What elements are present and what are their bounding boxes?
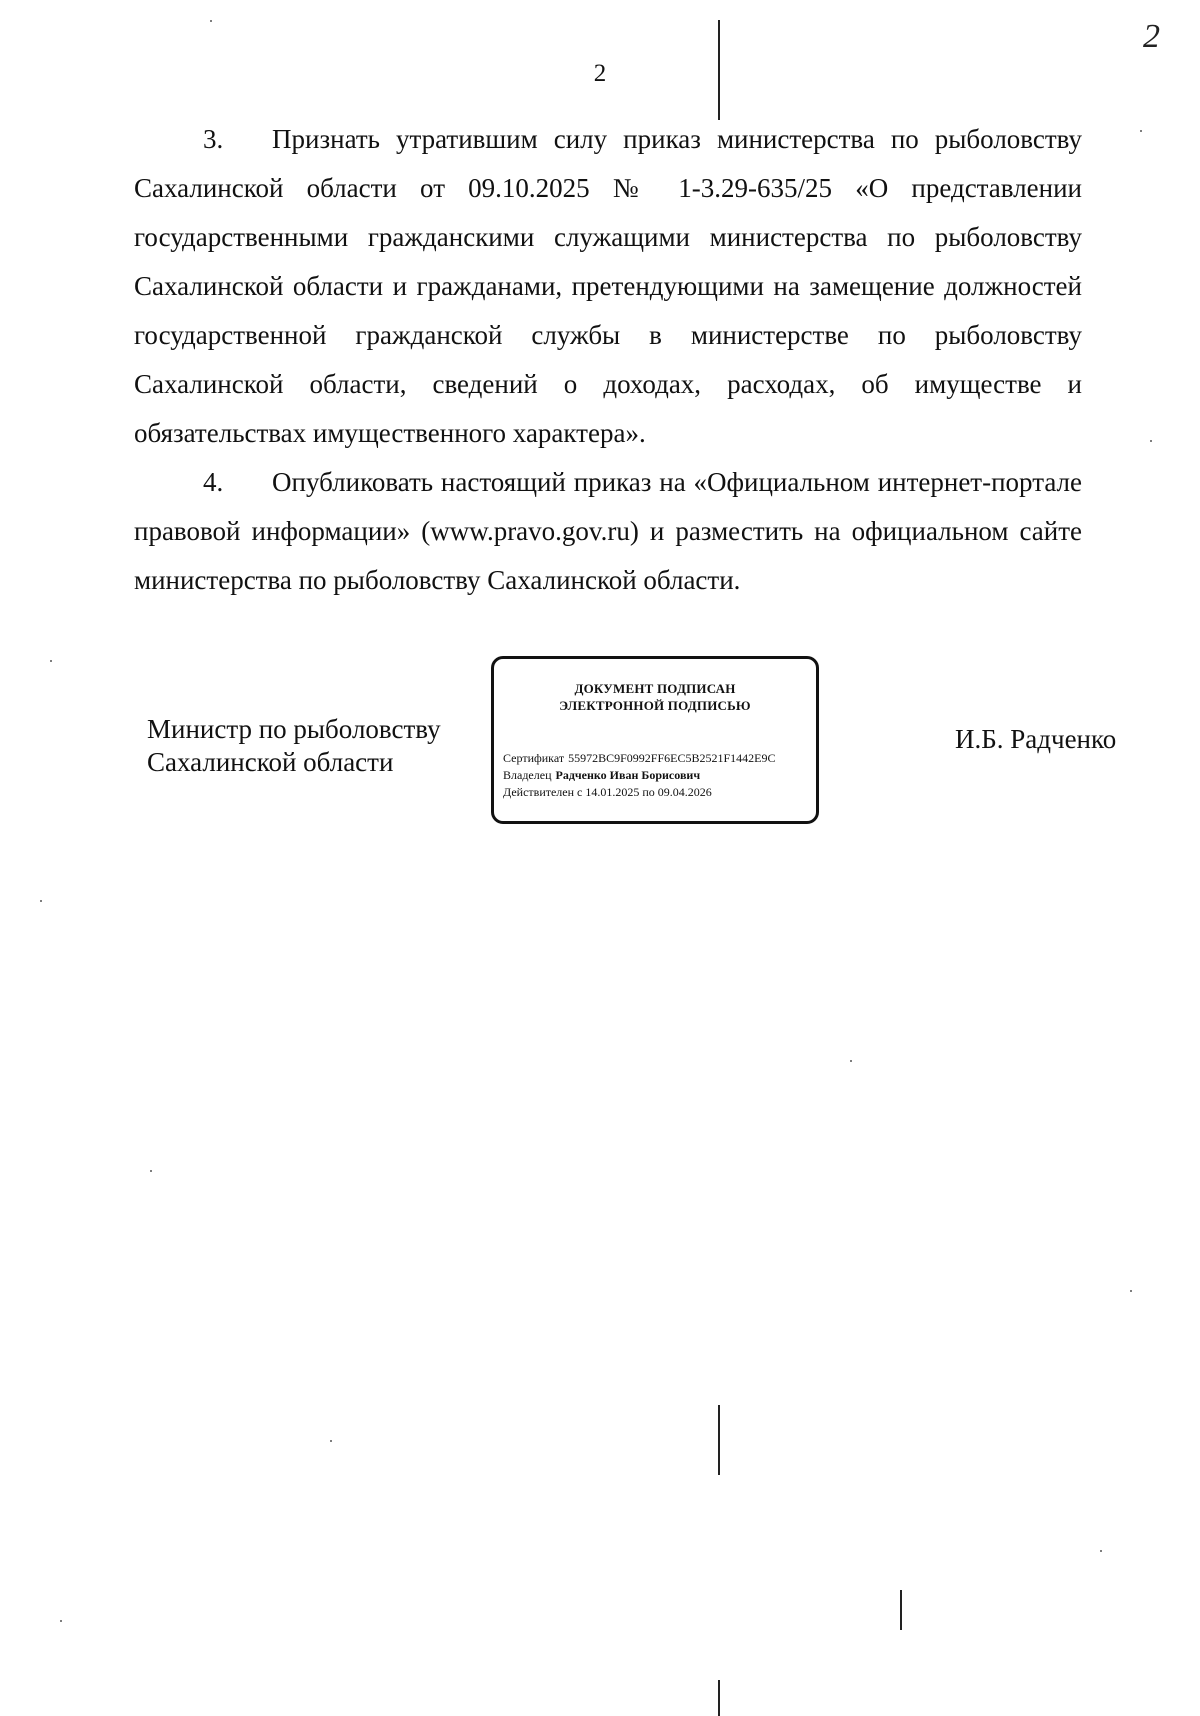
owner-row <box>503 767 815 784</box>
scan-speck <box>40 900 42 902</box>
scan-speck <box>50 660 52 662</box>
owner-value: Радченко Иван Борисович <box>555 768 701 782</box>
stamp-title-line-2: ЭЛЕКТРОННОЙ ПОДПИСЬЮ <box>559 698 751 713</box>
owner-label: Владелец <box>503 768 552 782</box>
scan-line-bottom-right <box>900 1590 902 1630</box>
scan-speck <box>150 1170 152 1172</box>
signatory-name: И.Б. Радченко <box>955 724 1117 754</box>
certificate-label: Сертификат <box>503 751 565 765</box>
paragraph-text: Опубликовать настоящий приказ на «Официальном интернет-портале правовой информации» (www.pravo.gov.ru) и разместить на официальном сайте министерства по рыболовству Сахалинской области. <box>134 467 1082 595</box>
handwritten-page-mark: 2 <box>1143 18 1160 55</box>
paragraph-number: 3. <box>203 124 224 154</box>
paragraph-text: Признать утратившим силу приказ министерства по рыболовству Сахалинской области от 09.10.2025 № 1-3.29-635/25 «О представлении государственными гражданскими служащими министерства по рыболовству Сахалинской области и гражданами, претендующими на замещение должностей государственной гражданской службы в министерстве по рыболовству Сахалинской области, сведений о доходах, расходах, об имуществе и обязательствах имущественного характера». <box>134 124 1082 448</box>
scan-speck <box>1150 440 1152 442</box>
stamp-title-line-1: ДОКУМЕНТ ПОДПИСАН <box>574 681 736 696</box>
stamp-details <box>503 750 815 801</box>
certificate-row <box>503 750 815 767</box>
certificate-value: 55972BC9F0992FF6EC5B2521F1442E9C <box>568 751 776 765</box>
scan-speck <box>850 1060 852 1062</box>
document-body <box>134 115 1082 605</box>
paragraph-4 <box>134 458 1082 605</box>
electronic-signature-stamp <box>491 656 819 824</box>
position-line-1: Министр по рыболовству <box>147 714 441 744</box>
paragraph-number: 4. <box>203 467 224 497</box>
scan-speck <box>60 1620 62 1622</box>
scan-speck <box>1100 1550 1102 1552</box>
scan-speck <box>1140 130 1142 132</box>
scan-speck <box>1130 1290 1132 1292</box>
stamp-title <box>494 680 816 714</box>
validity-row: Действителен с 14.01.2025 по 09.04.2026 <box>503 785 712 799</box>
paragraph-3 <box>134 115 1082 458</box>
scan-speck <box>330 1440 332 1442</box>
position-line-2: Сахалинской области <box>147 747 394 777</box>
page-number: 2 <box>593 60 607 87</box>
scan-line-lower <box>718 1405 720 1475</box>
signatory-position <box>147 713 441 779</box>
scan-speck <box>210 20 212 22</box>
scan-line-bottom <box>718 1680 720 1716</box>
